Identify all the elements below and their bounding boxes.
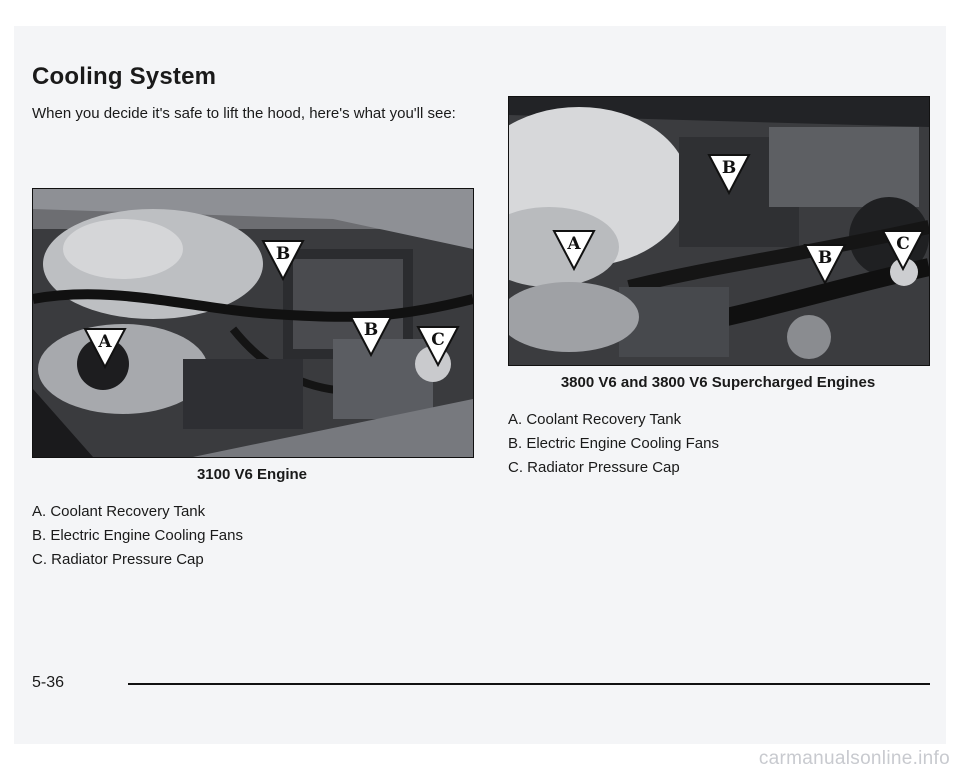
legend-item: A. Coolant Recovery Tank: [508, 411, 682, 428]
callout-letter: B: [275, 244, 291, 264]
legend-item: C. Radiator Pressure Cap: [508, 459, 680, 476]
page-number: 5-36: [32, 674, 65, 691]
legend-item: A. Coolant Recovery Tank: [32, 503, 206, 520]
figure-legend-left: [32, 500, 243, 572]
figure-legend-right: [508, 408, 719, 480]
section-title: Cooling System: [32, 63, 217, 90]
callout-letter: C: [431, 330, 445, 350]
callout-letter: B: [363, 320, 379, 340]
callout-letter: C: [896, 234, 910, 254]
legend-item: B. Electric Engine Cooling Fans: [32, 527, 243, 544]
footer-rule: [128, 683, 930, 685]
callout-letter: B: [721, 158, 737, 178]
callout-letter: A: [98, 332, 112, 352]
legend-item: C. Radiator Pressure Cap: [32, 551, 204, 568]
legend-item: B. Electric Engine Cooling Fans: [508, 435, 719, 452]
callout-letter: A: [567, 234, 581, 254]
intro-paragraph: When you decide it's safe to lift the hood, here's what you'll see:: [32, 105, 456, 122]
engine-photo-3100-v6: [32, 188, 474, 458]
engine-photo-3800-v6: [508, 96, 930, 366]
watermark-text: carmanualsonline.info: [758, 748, 950, 769]
figure-caption-right: 3800 V6 and 3800 V6 Supercharged Engines: [560, 374, 876, 391]
figure-caption-left: 3100 V6 Engine: [196, 466, 308, 483]
callout-letter: B: [817, 248, 833, 268]
